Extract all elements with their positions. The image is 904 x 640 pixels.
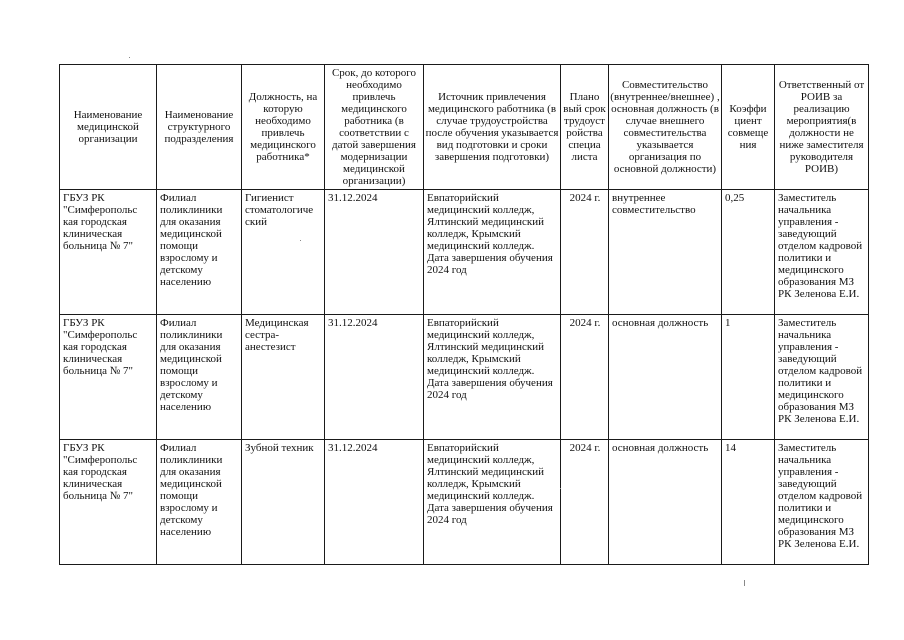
scan-speck: [129, 57, 130, 58]
header-unit: Наименование структурного подразделения: [157, 65, 242, 190]
cell-source: Евпаторийский медицинский колледж, Ялтинский медицинский колледж, Крымский медицинский колледж. Дата завершения обучения 2024 год: [424, 190, 561, 315]
cell-unit: Филиал поликлиники для оказания медицинской помощи взрослому и детскому населению: [157, 440, 242, 565]
table-row: [60, 190, 869, 315]
cell-coef: 14: [722, 440, 775, 565]
table-row: [60, 440, 869, 565]
cell-source: Евпаторийский медицинский колледж, Ялтинский медицинский колледж, Крымский медицинский колледж. Дата завершения обучения 2024 год: [424, 440, 561, 565]
header-deadline: Срок, до которого необходимо привлечь медицинского работника (в соответствии с датой завершения модернизации медицинской организации): [325, 65, 424, 190]
header-source: Источник привлечения медицинского работника (в случае трудоустройства после обучения указывается вид подготовки и сроки завершения подготовки): [424, 65, 561, 190]
header-row: [60, 65, 869, 190]
cell-coef: 1: [722, 315, 775, 440]
cell-planned: 2024 г.: [561, 190, 609, 315]
staffing-table: [59, 64, 869, 565]
scan-speck: [560, 488, 561, 489]
cell-responsible: Заместитель начальника управления - заведующий отделом кадровой политики и медицинского образования МЗ РК Зеленова Е.И.: [775, 315, 869, 440]
cell-coef: 0,25: [722, 190, 775, 315]
cell-planned: 2024 г.: [561, 440, 609, 565]
cell-org: ГБУЗ РК "Симферопольс кая городская клиническая больница № 7": [60, 315, 157, 440]
cell-unit: Филиал поликлиники для оказания медицинской помощи взрослому и детскому населению: [157, 190, 242, 315]
cell-deadline: 31.12.2024: [325, 315, 424, 440]
cell-deadline: 31.12.2024: [325, 440, 424, 565]
cell-combination: внутреннее совместительство: [609, 190, 722, 315]
header-coef: Коэффи циент совмеще ния: [722, 65, 775, 190]
cell-org: ГБУЗ РК "Симферопольс кая городская клиническая больница № 7": [60, 190, 157, 315]
cell-combination: основная должность: [609, 440, 722, 565]
cell-position: Медицинская сестра-анестезист: [242, 315, 325, 440]
header-org: Наименование медицинской организации: [60, 65, 157, 190]
cell-position: Гигиенист стоматологиче ский: [242, 190, 325, 315]
header-combination: Совместительство (внутреннее/внешнее) , основная должность (в случае внешнего совместительства указывается организация по основной должности): [609, 65, 722, 190]
header-position: Должность, на которую необходимо привлечь медицинского работника*: [242, 65, 325, 190]
cell-position: Зубной техник: [242, 440, 325, 565]
cell-unit: Филиал поликлиники для оказания медицинской помощи взрослому и детскому населению: [157, 315, 242, 440]
cell-planned: 2024 г.: [561, 315, 609, 440]
scan-speck: [744, 580, 745, 586]
cell-responsible: Заместитель начальника управления - заведующий отделом кадровой политики и медицинского образования МЗ РК Зеленова Е.И.: [775, 190, 869, 315]
cell-source: Евпаторийский медицинский колледж, Ялтинский медицинский колледж, Крымский медицинский колледж. Дата завершения обучения 2024 год: [424, 315, 561, 440]
header-planned: Плано вый срок трудоуст ройства специа листа: [561, 65, 609, 190]
table-row: [60, 315, 869, 440]
cell-deadline: 31.12.2024: [325, 190, 424, 315]
scan-speck: [300, 240, 301, 241]
header-responsible: Ответственный от РОИВ за реализацию мероприятия(в должности не ниже заместителя руководителя РОИВ): [775, 65, 869, 190]
cell-org: ГБУЗ РК "Симферопольс кая городская клиническая больница № 7": [60, 440, 157, 565]
cell-combination: основная должность: [609, 315, 722, 440]
cell-responsible: Заместитель начальника управления - заведующий отделом кадровой политики и медицинского образования МЗ РК Зеленова Е.И.: [775, 440, 869, 565]
